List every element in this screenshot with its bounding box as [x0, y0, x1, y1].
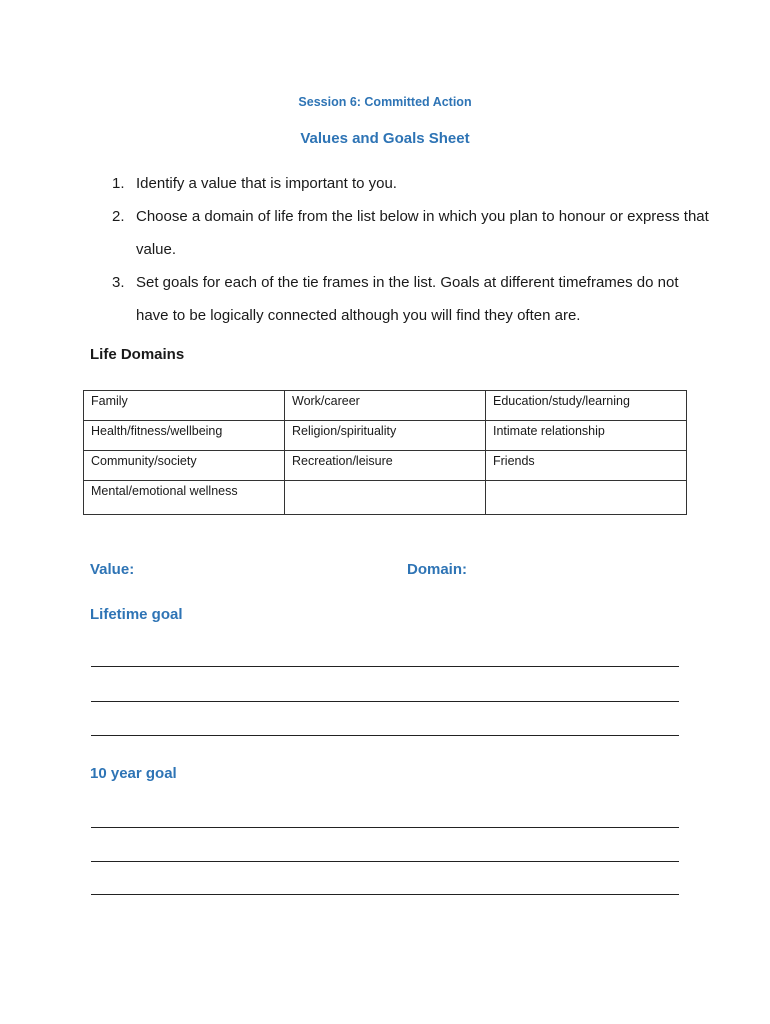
- instruction-text: Identify a value that is important to you.: [136, 175, 397, 192]
- table-cell: [285, 481, 486, 515]
- table-cell: Friends: [486, 451, 687, 481]
- instruction-number: 1.: [112, 175, 125, 192]
- ten-year-goal-line-3[interactable]: [91, 894, 679, 895]
- table-cell: Recreation/leisure: [285, 451, 486, 481]
- table-cell: Work/career: [285, 391, 486, 421]
- domain-label: Domain:: [407, 561, 467, 578]
- session-label: Session 6: Committed Action: [298, 95, 472, 109]
- ten-year-goal-heading: 10 year goal: [90, 765, 177, 782]
- instruction-item: [112, 200, 712, 266]
- instruction-number: 2.: [112, 208, 125, 225]
- lifetime-goal-line-1[interactable]: [91, 666, 679, 667]
- table-cell: Health/fitness/wellbeing: [84, 421, 285, 451]
- instruction-item: [112, 266, 712, 332]
- table-cell: Community/society: [84, 451, 285, 481]
- instruction-number: 3.: [112, 274, 125, 291]
- instruction-text: Choose a domain of life from the list below in which you plan to honour or express that value.: [136, 208, 709, 258]
- lifetime-goal-heading: Lifetime goal: [90, 606, 183, 623]
- life-domains-table: [83, 390, 687, 515]
- table-row: [84, 391, 687, 421]
- table-cell: Family: [84, 391, 285, 421]
- lifetime-goal-line-3[interactable]: [91, 735, 679, 736]
- table-row: [84, 481, 687, 515]
- ten-year-goal-line-2[interactable]: [91, 861, 679, 862]
- table-cell: Intimate relationship: [486, 421, 687, 451]
- table-row: [84, 421, 687, 451]
- table-cell: Religion/spirituality: [285, 421, 486, 451]
- sheet-title: Values and Goals Sheet: [300, 130, 470, 147]
- instructions-list: [112, 167, 712, 332]
- lifetime-goal-line-2[interactable]: [91, 701, 679, 702]
- ten-year-goal-line-1[interactable]: [91, 827, 679, 828]
- table-cell: Mental/emotional wellness: [84, 481, 285, 515]
- instruction-text: Set goals for each of the tie frames in the list. Goals at different timeframes do not have to be logically connected although you will find they often are.: [136, 274, 679, 324]
- value-label: Value:: [90, 561, 135, 578]
- table-cell: [486, 481, 687, 515]
- instruction-item: [112, 167, 712, 200]
- table-cell: Education/study/learning: [486, 391, 687, 421]
- table-row: [84, 451, 687, 481]
- life-domains-heading: Life Domains: [90, 346, 185, 363]
